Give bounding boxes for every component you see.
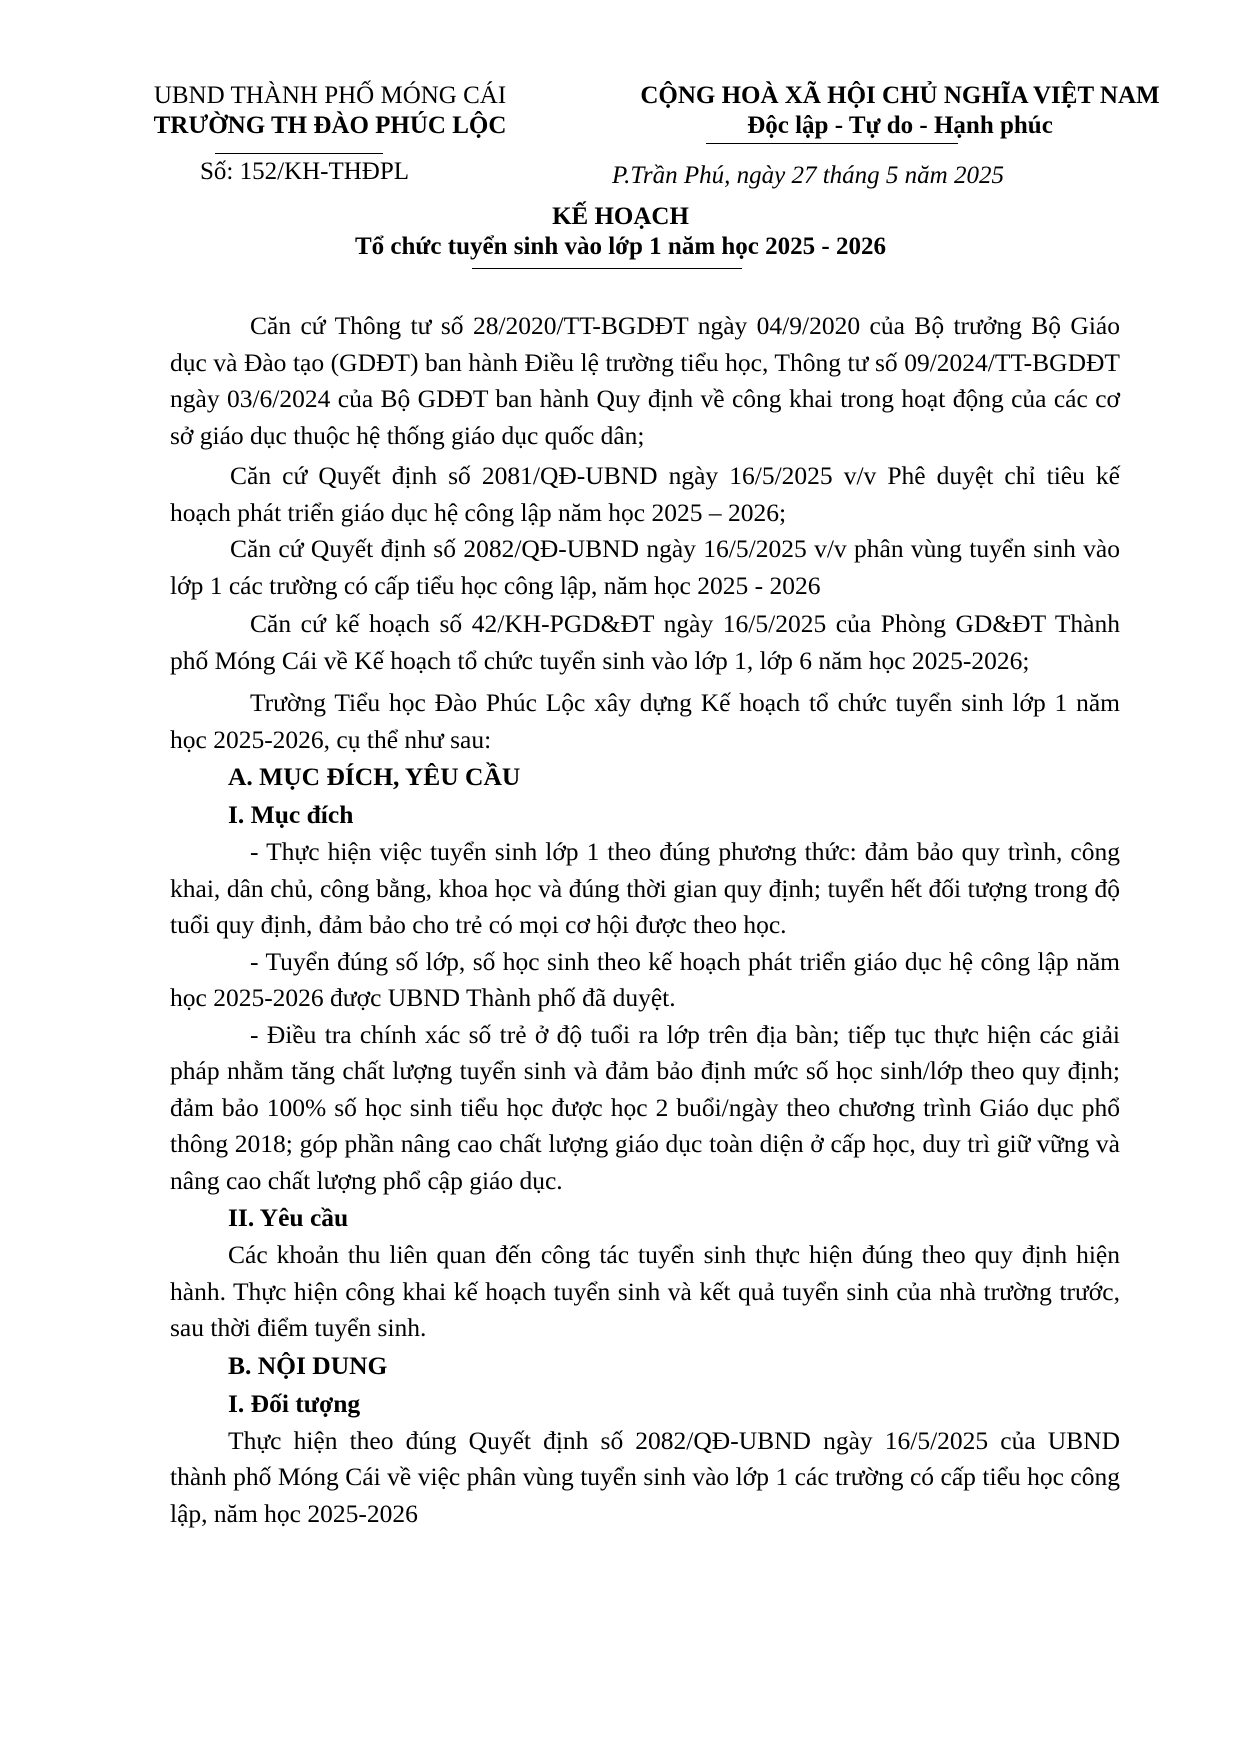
subjects-heading: I. Đối tượng — [228, 1388, 361, 1418]
purpose-item-1: - Thực hiện việc tuyển sinh lớp 1 theo đúng phương thức: đảm bảo quy trình, công khai, dân chủ, công bằng, khoa học và đúng thời gian quy định; tuyển hết đối tượng trong độ tuổi quy định, đảm bảo cho trẻ có mọi cơ hội được theo học. — [170, 837, 1120, 939]
purpose-item-2: - Tuyển đúng số lớp, số học sinh theo kế hoạch phát triển giáo dục hệ công lập năm học 2025-2026 được UBND Thành phố đã duyệt. — [170, 946, 1120, 1012]
document-subtitle: Tổ chức tuyển sinh vào lớp 1 năm học 2025 - 2026 — [355, 233, 886, 260]
document-body — [170, 308, 1120, 1532]
requirements-text: Các khoản thu liên quan đến công tác tuyển sinh thực hiện đúng theo quy định hiện hành. Thực hiện công khai kế hoạch tuyển sinh và kết quả tuyển sinh của nhà trường trước, sau thời điểm tuyển sinh. — [170, 1240, 1120, 1342]
legal-basis-4: Căn cứ kế hoạch số 42/KH-PGD&ĐT ngày 16/5/2025 của Phòng GD&ĐT Thành phố Móng Cái về Kế hoạch tổ chức tuyển sinh vào lớp 1, lớp 6 năm học 2025-2026; — [170, 609, 1120, 675]
document-number: Số: 152/KH-THĐPL — [200, 158, 410, 185]
legal-basis-2: Căn cứ Quyết định số 2081/QĐ-UBND ngày 16/5/2025 v/v Phê duyệt chỉ tiêu kế hoạch phát triển giáo dục hệ công lập năm học 2025 – 2026; — [170, 461, 1120, 527]
purpose-item-3: - Điều tra chính xác số trẻ ở độ tuổi ra lớp trên địa bàn; tiếp tục thực hiện các giải pháp nhằm tăng chất lượng tuyển sinh và đảm bảo định mức số học sinh/lớp theo quy định; đảm bảo 100% số học sinh tiểu học được học 2 buổi/ngày theo chương trình Giáo dục phổ thông 2018; góp phần nâng cao chất lượng giáo dục toàn diện ở cấp học, duy trì giữ vững và nâng cao chất lượng phổ cập giáo dục. — [170, 1019, 1120, 1195]
legal-basis-1: Căn cứ Thông tư số 28/2020/TT-BGDĐT ngày 04/9/2020 của Bộ trưởng Bộ Giáo dục và Đào tạo (GDĐT) ban hành Điều lệ trường tiểu học, Thông tư số 09/2024/TT-BGDĐT ngày 03/6/2024 của Bộ GDĐT ban hành Quy định về công khai trong hoạt động của các cơ sở giáo dục thuộc hệ thống giáo dục quốc dân; — [170, 311, 1120, 450]
school-underline — [215, 153, 383, 154]
motto-underline — [706, 143, 958, 144]
issuing-authority: UBND THÀNH PHỐ MÓNG CÁI — [153, 82, 507, 109]
requirements-heading: II. Yêu cầu — [228, 1203, 349, 1232]
school-name: TRƯỜNG TH ĐÀO PHÚC LỘC — [153, 112, 507, 139]
purpose-heading: I. Mục đích — [228, 800, 354, 829]
national-title: CỘNG HOÀ XÃ HỘI CHỦ NGHĨA VIỆT NAM — [640, 82, 1160, 109]
place-and-date: P.Trần Phú, ngày 27 tháng 5 năm 2025 — [612, 162, 1004, 189]
document-title: KẾ HOẠCH — [552, 203, 689, 230]
legal-basis-3: Căn cứ Quyết định số 2082/QĐ-UBND ngày 16/5/2025 v/v phân vùng tuyển sinh vào lớp 1 các trường có cấp tiểu học công lập, năm học 2025 - 2026 — [170, 534, 1120, 600]
subjects-text: Thực hiện theo đúng Quyết định số 2082/QĐ-UBND ngày 16/5/2025 của UBND thành phố Móng Cái về việc phân vùng tuyển sinh vào lớp 1 các trường có cấp tiểu học công lập, năm học 2025-2026 — [170, 1425, 1120, 1528]
national-motto: Độc lập - Tự do - Hạnh phúc — [747, 112, 1053, 139]
title-underline — [472, 268, 742, 269]
section-b-heading: B. NỘI DUNG — [228, 1350, 388, 1380]
intro-paragraph: Trường Tiểu học Đào Phúc Lộc xây dựng Kế hoạch tổ chức tuyển sinh lớp 1 năm học 2025-2026, cụ thể như sau: — [170, 688, 1120, 754]
section-a-heading: A. MỤC ĐÍCH, YÊU CẦU — [228, 762, 521, 791]
